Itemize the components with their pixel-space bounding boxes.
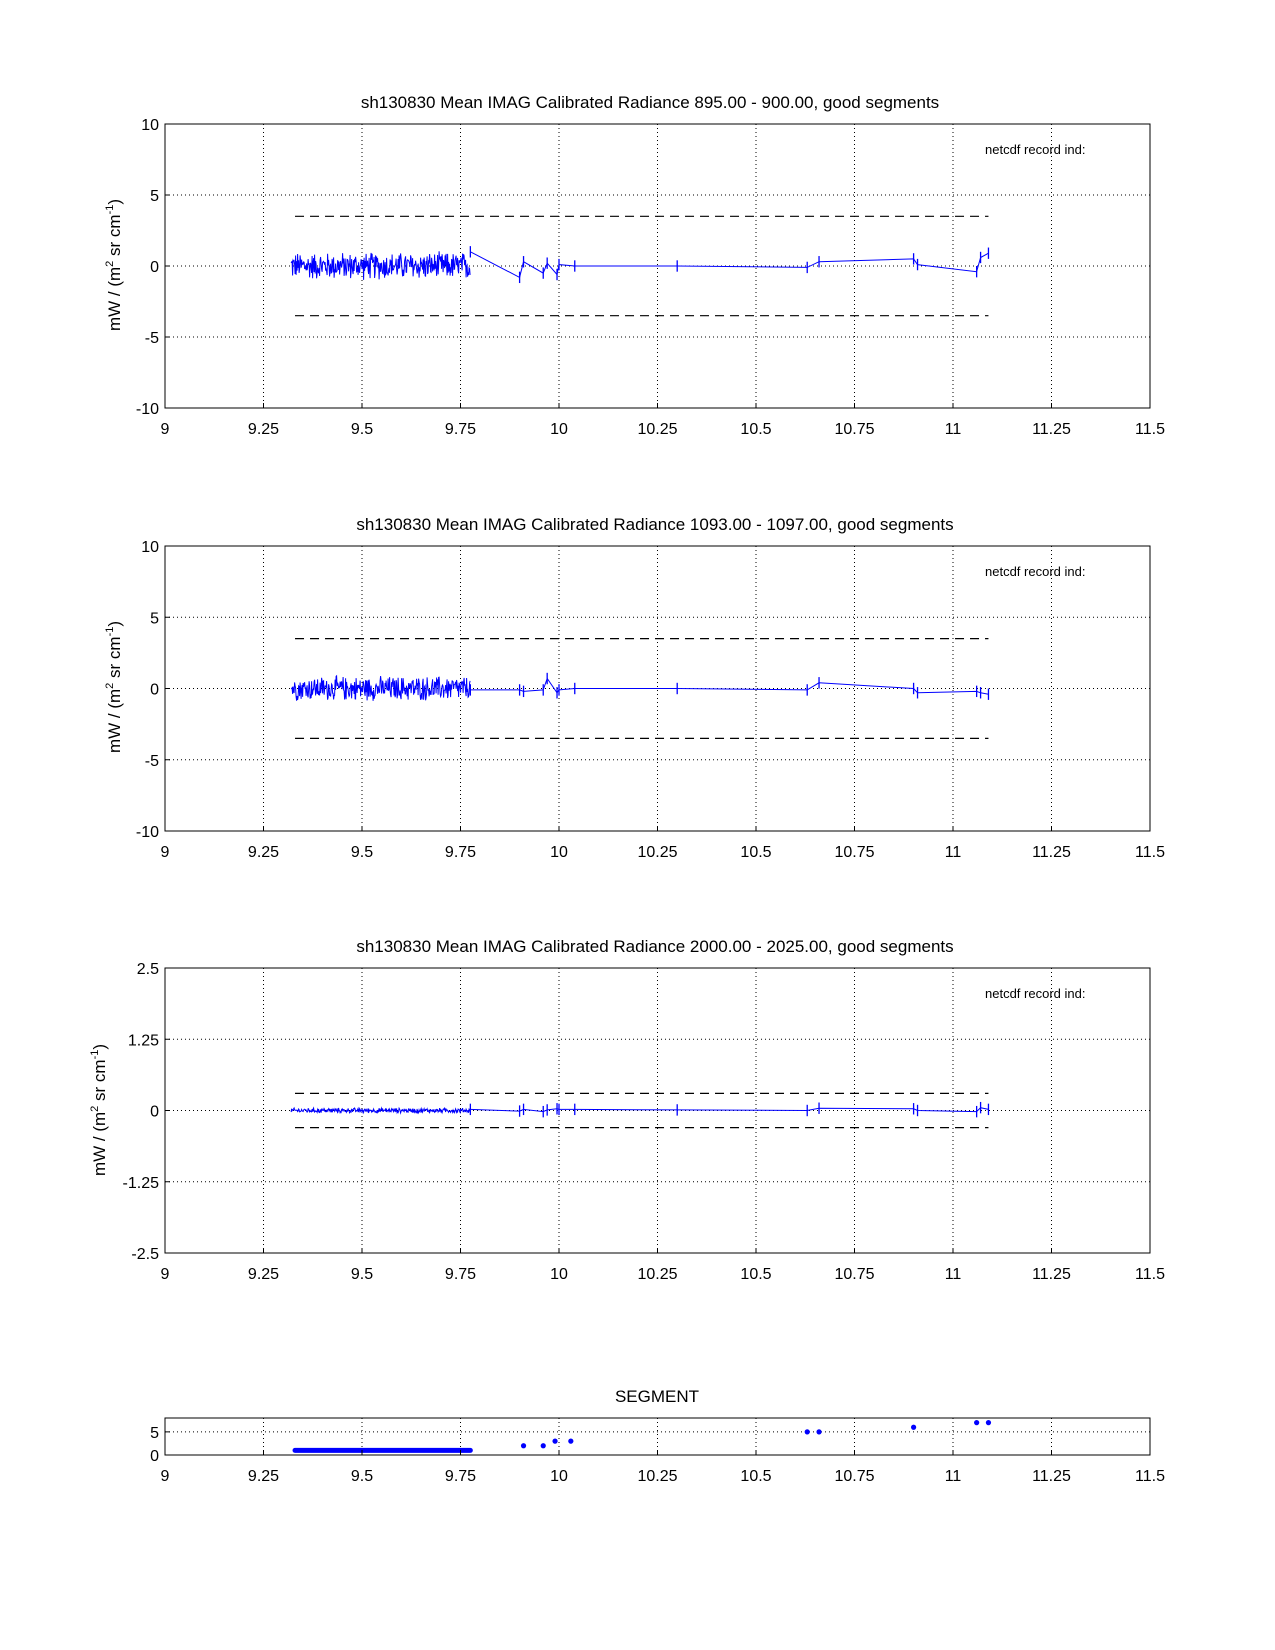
- panel-3-title: sh130830 Mean IMAG Calibrated Radiance 2000.00 - 2025.00, good segments: [356, 937, 954, 956]
- panel-3-series: [291, 1102, 988, 1117]
- panel-3-legend: netcdf record ind:: [985, 986, 1086, 1001]
- segment-point: [541, 1443, 546, 1448]
- xtick-label: 10: [550, 1266, 568, 1283]
- segment-point: [568, 1439, 573, 1444]
- xtick-label: 9.75: [444, 844, 477, 861]
- ytick-label: 10: [141, 539, 159, 556]
- xtick-label: 10.5: [740, 421, 772, 438]
- ytick-label: -5: [144, 752, 159, 770]
- ytick-label: 0: [150, 681, 159, 699]
- xtick-label: 11.25: [1032, 1266, 1071, 1283]
- panel-1-title: sh130830 Mean IMAG Calibrated Radiance 895.00 - 900.00, good segments: [360, 93, 940, 112]
- svg-text:mW / (m2 sr cm-1): mW / ($m^2$ sr $cm^{-1}$): [89, 1043, 109, 1177]
- series-line: [470, 679, 988, 695]
- xtick-label: 10.5: [740, 1266, 772, 1283]
- panel-1-legend: netcdf record ind:: [985, 142, 1086, 157]
- svg-text:mW / (m2 sr cm-1): mW / ($m^2$ sr $cm^{-1}$): [104, 198, 124, 332]
- noise-series-line: [291, 676, 470, 701]
- xtick-label: 11.5: [1135, 1468, 1165, 1485]
- xtick-label: 10.25: [637, 1468, 678, 1485]
- xtick-label: 11: [944, 1266, 962, 1283]
- xtick-label: 9: [160, 1468, 170, 1485]
- xtick-label: 9: [160, 421, 170, 438]
- ytick-label: 1.25: [127, 1032, 159, 1050]
- xtick-label: 9: [160, 1266, 170, 1283]
- svg-text:mW / (m2 sr cm-1): mW / ($m^2$ sr $cm^{-1}$): [104, 620, 124, 754]
- segment-point: [805, 1429, 810, 1434]
- segment-point: [974, 1420, 979, 1425]
- xtick-label: 9.25: [247, 844, 280, 861]
- panel-2-series: [291, 673, 988, 701]
- xtick-label: 9: [160, 844, 170, 861]
- segment-point: [521, 1443, 526, 1448]
- panel-1-ticks: [136, 117, 1165, 438]
- ytick-label: 2.5: [136, 961, 159, 978]
- panel-4: [150, 1387, 1165, 1485]
- ytick-label: -2.5: [131, 1246, 159, 1263]
- ytick-label: 5: [150, 188, 159, 205]
- xtick-label: 9.5: [350, 421, 374, 438]
- xtick-label: 9.75: [444, 1468, 477, 1485]
- series-line: [470, 1108, 988, 1112]
- panel-2-title: sh130830 Mean IMAG Calibrated Radiance 1093.00 - 1097.00, good segments: [356, 515, 954, 534]
- xtick-label: 11.25: [1032, 844, 1071, 861]
- xtick-label: 11: [944, 844, 962, 861]
- xtick-label: 9.5: [350, 1468, 374, 1485]
- xtick-label: 10.75: [834, 1266, 875, 1283]
- xtick-label: 11: [944, 421, 962, 438]
- panel-4-series: [295, 1420, 991, 1450]
- segment-point: [986, 1420, 991, 1425]
- ytick-label: -1.25: [122, 1174, 159, 1192]
- xtick-label: 11.5: [1135, 844, 1165, 861]
- ytick-label: 5: [150, 610, 159, 628]
- ytick-label: 0: [150, 1103, 159, 1121]
- ytick-label: 0: [150, 1448, 159, 1465]
- ytick-label: -5: [144, 330, 159, 347]
- noise-series-line: [291, 1108, 470, 1113]
- xtick-label: 10.5: [740, 844, 772, 861]
- xtick-label: 10: [550, 1468, 568, 1485]
- xtick-label: 10: [550, 421, 568, 438]
- panel-2-ticks: [136, 539, 1165, 861]
- panel-2-legend: netcdf record ind:: [985, 564, 1086, 579]
- xtick-label: 9.25: [247, 1266, 280, 1283]
- segment-point: [552, 1439, 557, 1444]
- ytick-label: -10: [135, 401, 159, 418]
- xtick-label: 11.5: [1135, 1266, 1165, 1283]
- series-line: [470, 252, 988, 278]
- ytick-label: -10: [135, 824, 159, 841]
- xtick-label: 9.25: [247, 1468, 280, 1485]
- xtick-label: 11.25: [1032, 1468, 1071, 1485]
- xtick-label: 9.75: [444, 421, 477, 438]
- xtick-label: 10.75: [834, 844, 875, 861]
- panel-2: [104, 515, 1165, 861]
- panel-4-title: SEGMENT: [614, 1387, 700, 1406]
- xtick-label: 10.25: [637, 1266, 678, 1283]
- panel-2-ylabel: [104, 621, 124, 753]
- panel-1: [104, 93, 1165, 438]
- xtick-label: 10.75: [834, 421, 875, 438]
- xtick-label: 10.5: [740, 1468, 772, 1485]
- xtick-label: 9.75: [444, 1266, 477, 1283]
- panel-1-series: [291, 246, 988, 283]
- xtick-label: 11: [944, 1468, 962, 1485]
- xtick-label: 10.75: [834, 1468, 875, 1485]
- segment-point: [816, 1429, 821, 1434]
- xtick-label: 9.5: [350, 1266, 374, 1283]
- panel-3-ylabel: [89, 1044, 109, 1176]
- panel-1-ylabel: [104, 199, 124, 331]
- xtick-label: 9.5: [350, 844, 374, 861]
- ytick-label: 0: [150, 259, 159, 276]
- xtick-label: 10: [550, 844, 568, 861]
- xtick-label: 10.25: [637, 421, 678, 438]
- ytick-label: 10: [141, 117, 159, 134]
- xtick-label: 9.25: [247, 421, 280, 438]
- xtick-label: 11.25: [1032, 421, 1071, 438]
- panel-3-ticks: [123, 961, 1166, 1283]
- ytick-label: 5: [150, 1424, 159, 1442]
- segment-point: [911, 1425, 916, 1430]
- panel-3: [89, 937, 1165, 1283]
- xtick-label: 10.25: [637, 844, 678, 861]
- xtick-label: 11.5: [1135, 421, 1165, 438]
